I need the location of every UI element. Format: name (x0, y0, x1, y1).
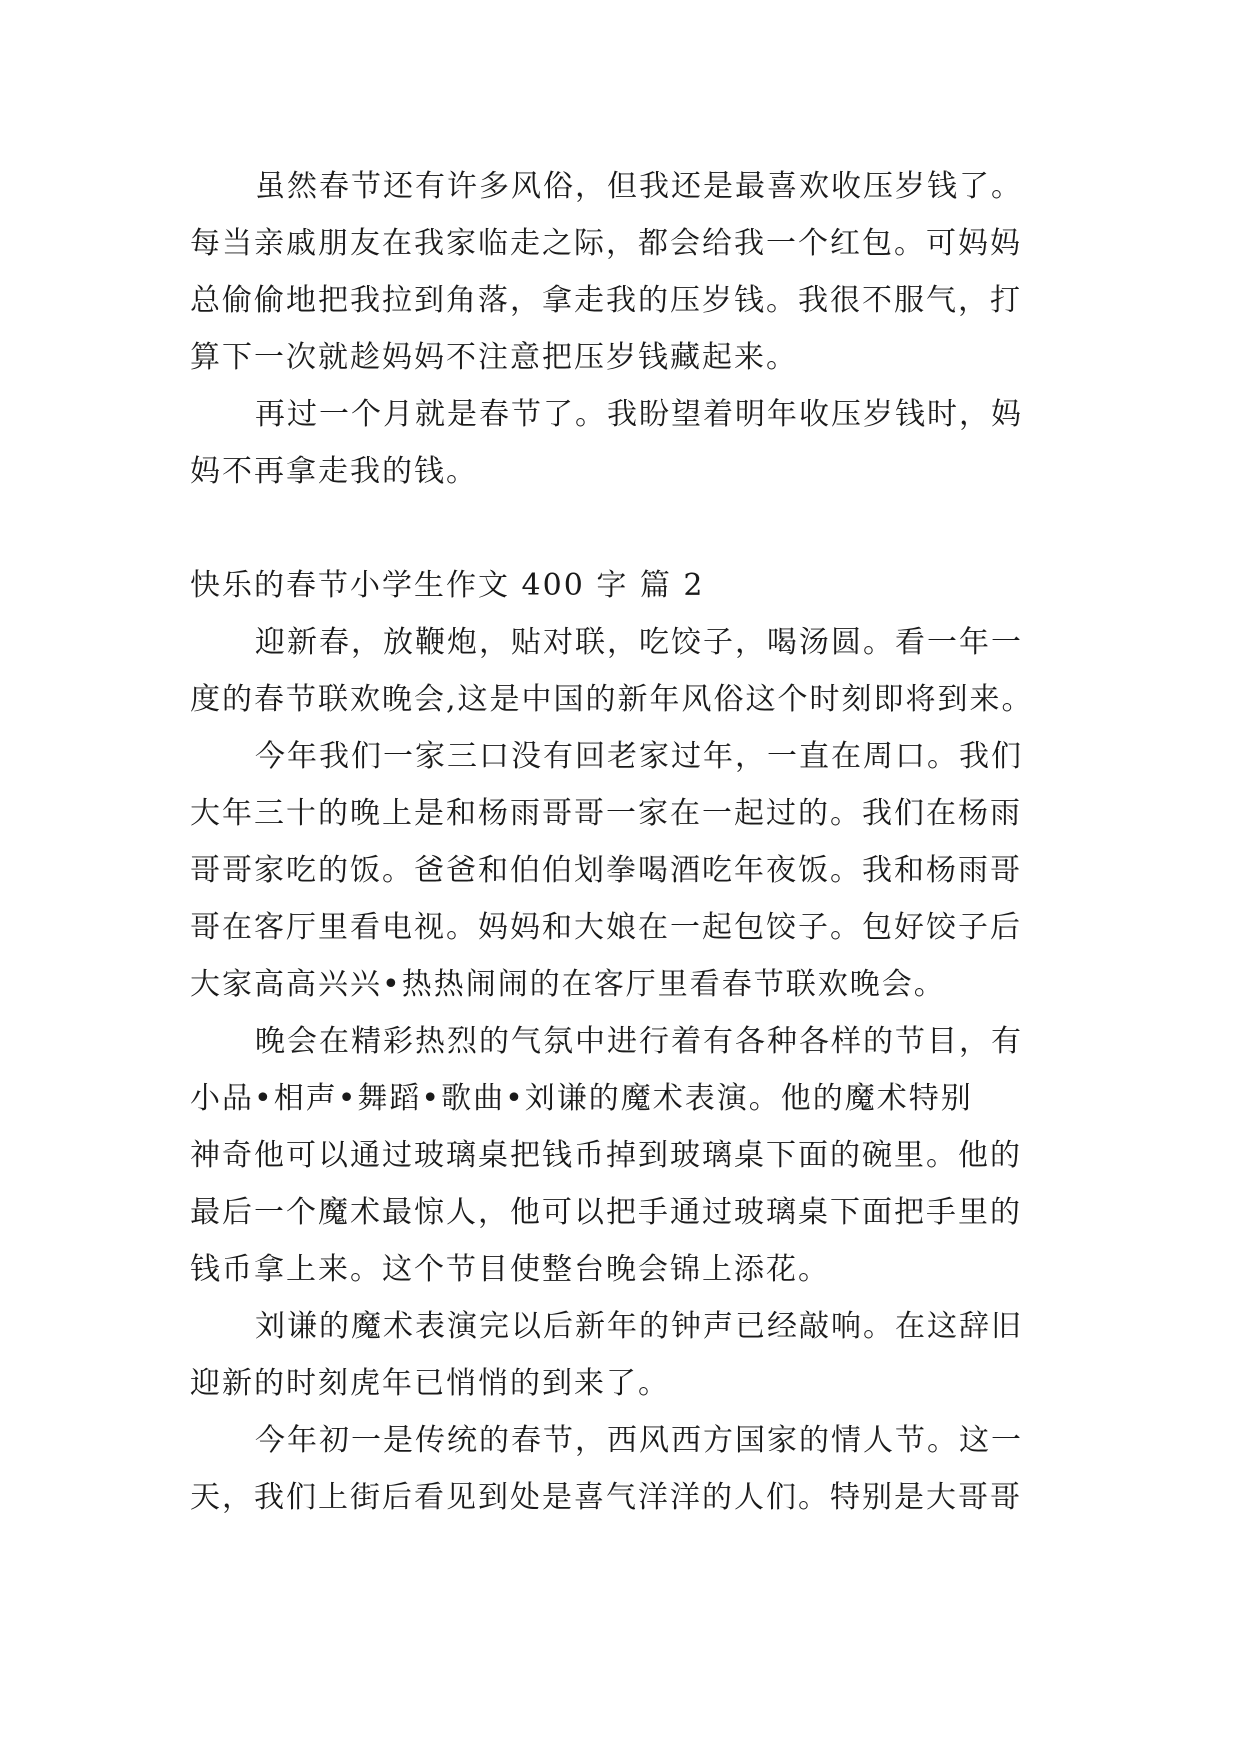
paragraph-line: 天，我们上街后看见到处是喜气洋洋的人们。特别是大哥哥 (190, 1480, 1022, 1515)
paragraph-line: 算下一次就趁妈妈不注意把压岁钱藏起来。 (190, 340, 798, 375)
paragraph-line: 今年初一是传统的春节，西风西方国家的情人节。这一 (255, 1423, 1023, 1458)
paragraph-line: 晚会在精彩热烈的气氛中进行着有各种各样的节目，有 (255, 1024, 1023, 1059)
paragraph-line: 神奇他可以通过玻璃桌把钱币掉到玻璃桌下面的碗里。他的 (190, 1138, 1022, 1173)
paragraph-line: 虽然春节还有许多风俗，但我还是最喜欢收压岁钱了。 (255, 169, 1023, 204)
paragraph-line: 迎新的时刻虎年已悄悄的到来了。 (190, 1366, 670, 1401)
paragraph-line: 大家高高兴兴•热热闹闹的在客厅里看春节联欢晚会。 (190, 967, 946, 1002)
paragraph-line: 哥哥家吃的饭。爸爸和伯伯划拳喝酒吃年夜饭。我和杨雨哥 (190, 853, 1022, 888)
paragraph-line: 迎新春，放鞭炮，贴对联，吃饺子，喝汤圆。看一年一 (255, 625, 1023, 660)
paragraph-line: 每当亲戚朋友在我家临走之际，都会给我一个红包。可妈妈 (190, 226, 1022, 261)
paragraph-line: 最后一个魔术最惊人，他可以把手通过玻璃桌下面把手里的 (190, 1195, 1022, 1230)
paragraph-line: 妈不再拿走我的钱。 (190, 454, 478, 489)
paragraph-line: 度的春节联欢晚会,这是中国的新年风俗这个时刻即将到来。 (190, 682, 1034, 717)
section-heading: 快乐的春节小学生作文 400 字 篇 2 (190, 568, 705, 603)
paragraph-line: 总偷偷地把我拉到角落，拿走我的压岁钱。我很不服气，打 (190, 283, 1022, 318)
paragraph-line: 再过一个月就是春节了。我盼望着明年收压岁钱时，妈 (255, 397, 1023, 432)
paragraph-line: 哥在客厅里看电视。妈妈和大娘在一起包饺子。包好饺子后 (190, 910, 1022, 945)
paragraph-line: 小品•相声•舞蹈•歌曲•刘谦的魔术表演。他的魔术特别 (190, 1081, 973, 1116)
paragraph-line: 大年三十的晚上是和杨雨哥哥一家在一起过的。我们在杨雨 (190, 796, 1022, 831)
paragraph-line: 刘谦的魔术表演完以后新年的钟声已经敲响。在这辞旧 (255, 1309, 1023, 1344)
paragraph-line: 今年我们一家三口没有回老家过年，一直在周口。我们 (255, 739, 1023, 774)
paragraph-line: 钱币拿上来。这个节目使整台晚会锦上添花。 (190, 1252, 830, 1287)
